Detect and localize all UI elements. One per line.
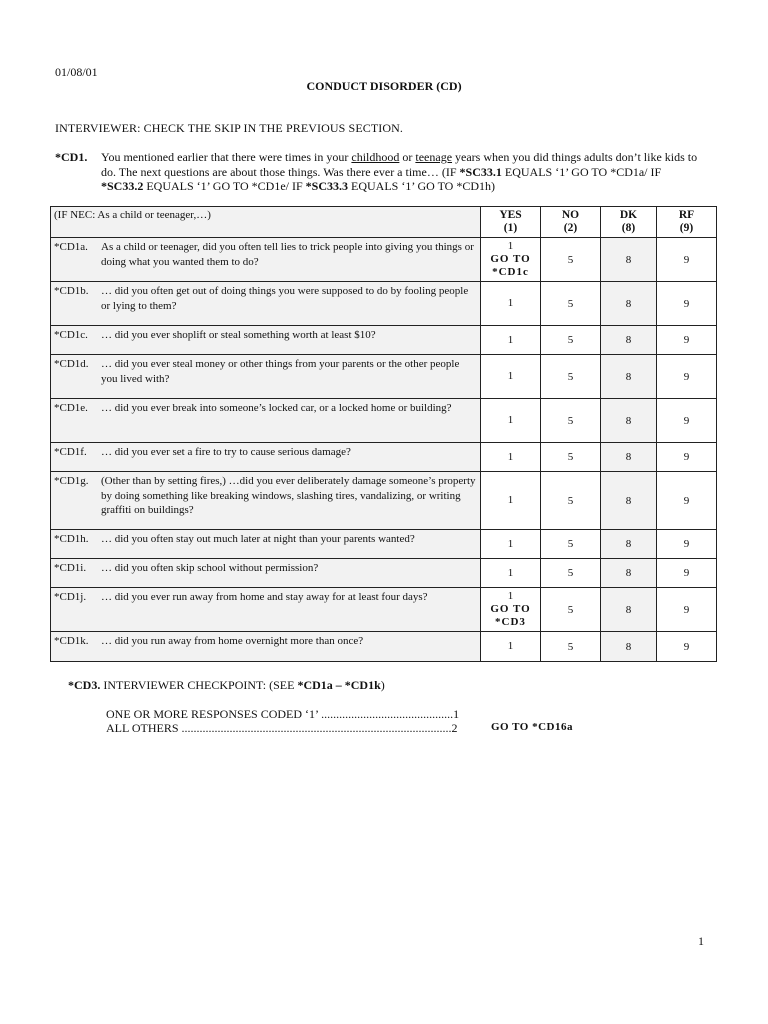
question-text: … did you ever steal money or other things from your parents or the other people you lived with?: [101, 358, 460, 385]
dk-code-cell[interactable]: 8: [601, 282, 657, 326]
rf-code-cell[interactable]: 9: [657, 355, 717, 399]
rf-code-cell[interactable]: 9: [657, 238, 717, 282]
question-text: … did you ever run away from home and stay away for at least four days?: [101, 591, 428, 603]
question-id: *CD1i.: [54, 562, 87, 574]
yes-code: 1: [507, 537, 514, 550]
no-code-cell[interactable]: 5: [541, 443, 601, 472]
question-table: [50, 206, 717, 662]
rf-code-cell[interactable]: 9: [657, 559, 717, 588]
table-row: [51, 632, 717, 662]
question-cell: [51, 472, 481, 530]
table-lead: (IF NEC: As a child or teenager,…): [51, 207, 481, 238]
yes-code-cell[interactable]: [481, 632, 541, 662]
question-text: … did you ever break into someone’s locked car, or a locked home or building?: [101, 402, 452, 414]
question-cell: [51, 326, 481, 355]
rf-code-cell[interactable]: 9: [657, 530, 717, 559]
yes-code: 1: [507, 370, 514, 382]
yes-code-cell[interactable]: [481, 530, 541, 559]
question-id: *CD1j.: [54, 591, 87, 603]
yes-code-cell[interactable]: [481, 238, 541, 282]
question-id: *CD1a.: [54, 241, 88, 253]
no-code-cell[interactable]: 5: [541, 282, 601, 326]
col-yes: YES (1): [481, 207, 541, 238]
col-rf: RF (9): [657, 207, 717, 238]
question-id: *CD1c.: [54, 329, 88, 341]
table-row: [51, 238, 717, 282]
page-number: 1: [698, 934, 704, 948]
yes-code: 1: [507, 333, 514, 346]
intro-code: *CD1.: [55, 150, 88, 164]
question-id: *CD1g.: [54, 475, 89, 487]
question-text: … did you ever set a fire to try to cause serious damage?: [101, 446, 351, 458]
question-cell: [51, 238, 481, 282]
question-text: … did you often get out of doing things you were supposed to do by fooling people or lying to them?: [101, 285, 469, 312]
table-row: [51, 282, 717, 326]
yes-code: 1: [507, 566, 514, 579]
yes-code: 1: [507, 640, 514, 652]
intro-text: You mentioned earlier that there were times in your childhood or teenage years when you did things adults don’t like kids to do. The next questions are about those things. Was there ever a time… (IF *SC33.1 EQUALS ‘1’ GO TO *CD1a/ IF *SC33.2 EQUALS ‘1’ GO TO *CD1e/ IF *SC33.3 EQUALS ‘1’ GO TO *CD1h): [101, 150, 698, 193]
no-code-cell[interactable]: 5: [541, 399, 601, 443]
no-code-cell[interactable]: 5: [541, 559, 601, 588]
rf-code-cell[interactable]: 9: [657, 588, 717, 632]
skip-instruction: GO TO: [490, 253, 531, 265]
skip-target: *CD1c: [492, 266, 529, 278]
yes-code: 1: [507, 450, 514, 463]
dk-code-cell[interactable]: 8: [601, 238, 657, 282]
dk-code-cell[interactable]: 8: [601, 326, 657, 355]
intro-question: [55, 150, 705, 193]
question-text: … did you often stay out much later at night than your parents wanted?: [101, 533, 415, 545]
no-code-cell[interactable]: 5: [541, 632, 601, 662]
question-id: *CD1k.: [54, 635, 89, 647]
interviewer-instruction: INTERVIEWER: CHECK THE SKIP IN THE PREVIOUS SECTION.: [55, 121, 404, 135]
checkpoint-goto: GO TO *CD16a: [491, 721, 573, 733]
table-row: [51, 399, 717, 443]
table-row: [51, 443, 717, 472]
checkpoint-option-1: ONE OR MORE RESPONSES CODED ‘1’ ............................................1: [106, 707, 460, 721]
checkpoint-option-2: ALL OTHERS ..........................................................................................2: [106, 721, 458, 735]
table-row: [51, 530, 717, 559]
yes-code-cell[interactable]: [481, 559, 541, 588]
rf-code-cell[interactable]: 9: [657, 472, 717, 530]
table-row: [51, 588, 717, 632]
col-dk: DK (8): [601, 207, 657, 238]
question-text: As a child or teenager, did you often tell lies to trick people into giving you things or doing what you wanted them to do?: [101, 241, 474, 268]
no-code-cell[interactable]: 5: [541, 530, 601, 559]
no-code-cell[interactable]: 5: [541, 472, 601, 530]
question-id: *CD1b.: [54, 285, 89, 297]
dk-code-cell[interactable]: 8: [601, 443, 657, 472]
no-code-cell[interactable]: 5: [541, 588, 601, 632]
skip-instruction: GO TO: [490, 603, 531, 615]
no-code-cell[interactable]: 5: [541, 238, 601, 282]
question-text: … did you run away from home overnight more than once?: [101, 635, 364, 647]
dk-code-cell[interactable]: 8: [601, 399, 657, 443]
question-cell: [51, 282, 481, 326]
question-text: (Other than by setting fires,) …did you ever deliberately damage someone’s property by doing something like breaking windows, slashing tires, vandalizing, or writing graffiti on buildings?: [101, 475, 476, 516]
yes-code: 1: [507, 494, 514, 506]
checkpoint-heading: *CD3. INTERVIEWER CHECKPOINT: (SEE *CD1a – *CD1k): [68, 678, 385, 692]
rf-code-cell[interactable]: 9: [657, 632, 717, 662]
yes-code-cell[interactable]: [481, 588, 541, 632]
rf-code-cell[interactable]: 9: [657, 399, 717, 443]
question-cell: [51, 399, 481, 443]
question-id: *CD1f.: [54, 446, 87, 458]
question-cell: [51, 588, 481, 632]
yes-code-cell[interactable]: [481, 399, 541, 443]
table-header-row: [51, 207, 717, 238]
dk-code-cell[interactable]: 8: [601, 472, 657, 530]
question-text: … did you often skip school without permission?: [101, 562, 319, 574]
question-text: … did you ever shoplift or steal something worth at least $10?: [101, 329, 376, 341]
rf-code-cell[interactable]: 9: [657, 326, 717, 355]
no-code-cell[interactable]: 5: [541, 326, 601, 355]
skip-target: *CD3: [495, 616, 526, 628]
table-row: [51, 326, 717, 355]
table-row: [51, 559, 717, 588]
question-id: *CD1d.: [54, 358, 89, 370]
question-cell: [51, 355, 481, 399]
question-cell: [51, 632, 481, 662]
rf-code-cell[interactable]: 9: [657, 443, 717, 472]
yes-code: 1: [507, 414, 514, 426]
dk-code-cell[interactable]: 8: [601, 355, 657, 399]
dk-code-cell[interactable]: 8: [601, 632, 657, 662]
question-cell: [51, 530, 481, 559]
yes-code: 1: [507, 297, 514, 309]
dk-code-cell[interactable]: 8: [601, 559, 657, 588]
question-cell: [51, 559, 481, 588]
yes-code-cell[interactable]: [481, 282, 541, 326]
rf-code-cell[interactable]: 9: [657, 282, 717, 326]
yes-code: 1: [507, 590, 514, 602]
yes-code-cell[interactable]: [481, 326, 541, 355]
yes-code: 1: [507, 240, 514, 252]
document-date: 01/08/01: [55, 65, 98, 79]
yes-code-cell[interactable]: [481, 472, 541, 530]
no-code-cell[interactable]: 5: [541, 355, 601, 399]
yes-code-cell[interactable]: [481, 355, 541, 399]
table-row: [51, 472, 717, 530]
page-title: CONDUCT DISORDER (CD): [306, 79, 462, 93]
dk-code-cell[interactable]: 8: [601, 530, 657, 559]
yes-code-cell[interactable]: [481, 443, 541, 472]
question-cell: [51, 443, 481, 472]
col-no: NO (2): [541, 207, 601, 238]
question-id: *CD1h.: [54, 533, 89, 545]
dk-code-cell[interactable]: 8: [601, 588, 657, 632]
table-row: [51, 355, 717, 399]
question-id: *CD1e.: [54, 402, 88, 414]
